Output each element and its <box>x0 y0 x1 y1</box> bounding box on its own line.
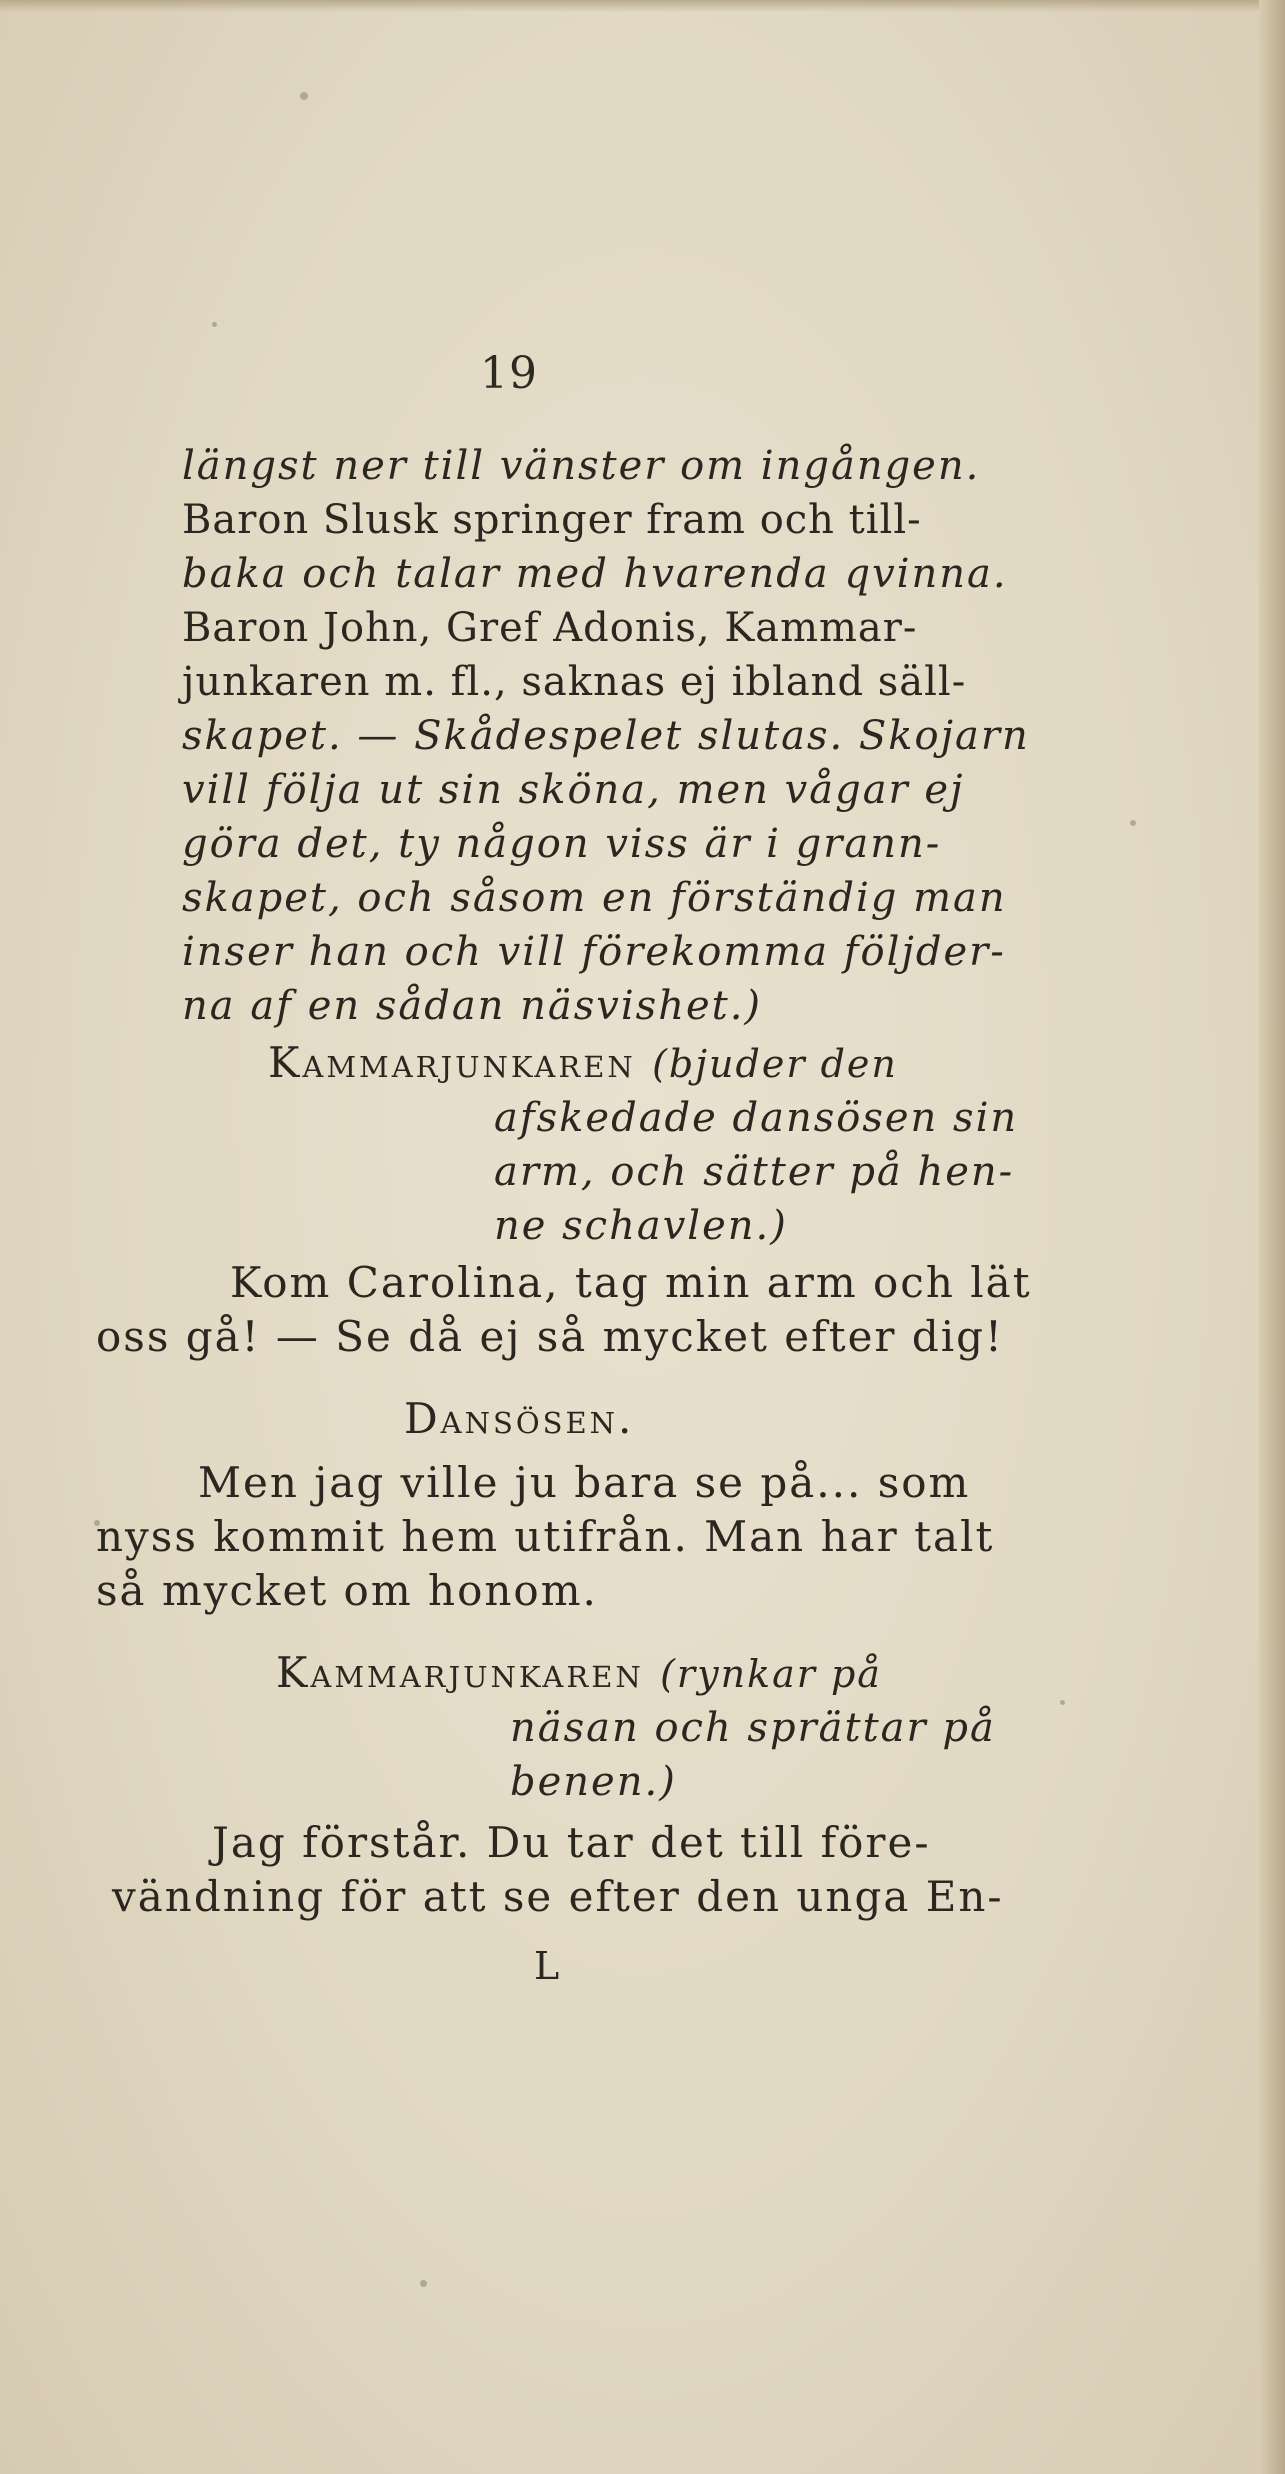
speaker-direction-line: benen.) <box>510 1759 677 1805</box>
speaker-heading <box>276 1648 882 1697</box>
page-number: 19 <box>480 348 538 399</box>
catchword: L <box>534 1944 560 1988</box>
speaker-direction-line: ne schavlen.) <box>494 1203 788 1249</box>
stage-direction-line: vill följa ut sin sköna, men vågar ej <box>182 767 965 813</box>
stage-direction-line: Baron Slusk springer fram och till- <box>182 497 922 543</box>
speech-line: vändning för att se efter den unga En- <box>112 1872 1004 1921</box>
speaker-name: Dansösen. <box>404 1394 635 1443</box>
speech-line: så mycket om honom. <box>96 1566 598 1615</box>
stage-direction-line: skapet, och såsom en förständig man <box>182 875 1007 921</box>
stage-direction-line: göra det, ty någon viss är i grann- <box>182 821 942 867</box>
page-top-edge <box>0 0 1285 12</box>
speech-line: nyss kommit hem utifrån. Man har talt <box>96 1512 995 1561</box>
stage-direction-line: junkaren m. fl., saknas ej ibland säll- <box>182 659 967 705</box>
speech-line: Jag förstår. Du tar det till före- <box>212 1818 931 1867</box>
speaker-direction: (rynkar på <box>660 1652 882 1696</box>
stage-direction-line: inser han och vill förekomma följder- <box>182 929 1006 975</box>
speaker-heading <box>268 1038 898 1087</box>
speaker-direction-line: näsan och sprättar på <box>510 1705 996 1751</box>
paper-speck <box>420 2280 427 2287</box>
paper-speck <box>1060 1700 1065 1705</box>
speaker-name: Kammarjunkaren <box>276 1648 644 1697</box>
speaker-heading <box>404 1394 634 1443</box>
stage-direction-line: skapet. — Skådespelet slutas. Skojarn <box>182 713 1030 759</box>
speaker-direction-line: afskedade dansösen sin <box>494 1095 1019 1141</box>
paper-speck <box>212 322 217 327</box>
speaker-name: Kammarjunkaren <box>268 1038 636 1087</box>
speech-line: Kom Carolina, tag min arm och lät <box>230 1258 1032 1307</box>
page-right-edge <box>1259 0 1285 2474</box>
stage-direction-line: Baron John, Gref Adonis, Kammar- <box>182 605 918 651</box>
speaker-direction-line: arm, och sätter på hen- <box>494 1149 1015 1195</box>
speech-line: Men jag ville ju bara se på... som <box>198 1458 971 1507</box>
paper-speck <box>1130 820 1136 826</box>
paper-speck <box>300 92 308 100</box>
stage-direction-line: na af en sådan näsvishet.) <box>182 983 763 1029</box>
stage-direction-line: längst ner till vänster om ingången. <box>182 443 981 489</box>
speaker-direction: (bjuder den <box>652 1042 898 1086</box>
speech-line: oss gå! — Se då ej så mycket efter dig! <box>96 1312 1004 1361</box>
stage-direction-line: baka och talar med hvarenda qvinna. <box>182 551 1008 597</box>
